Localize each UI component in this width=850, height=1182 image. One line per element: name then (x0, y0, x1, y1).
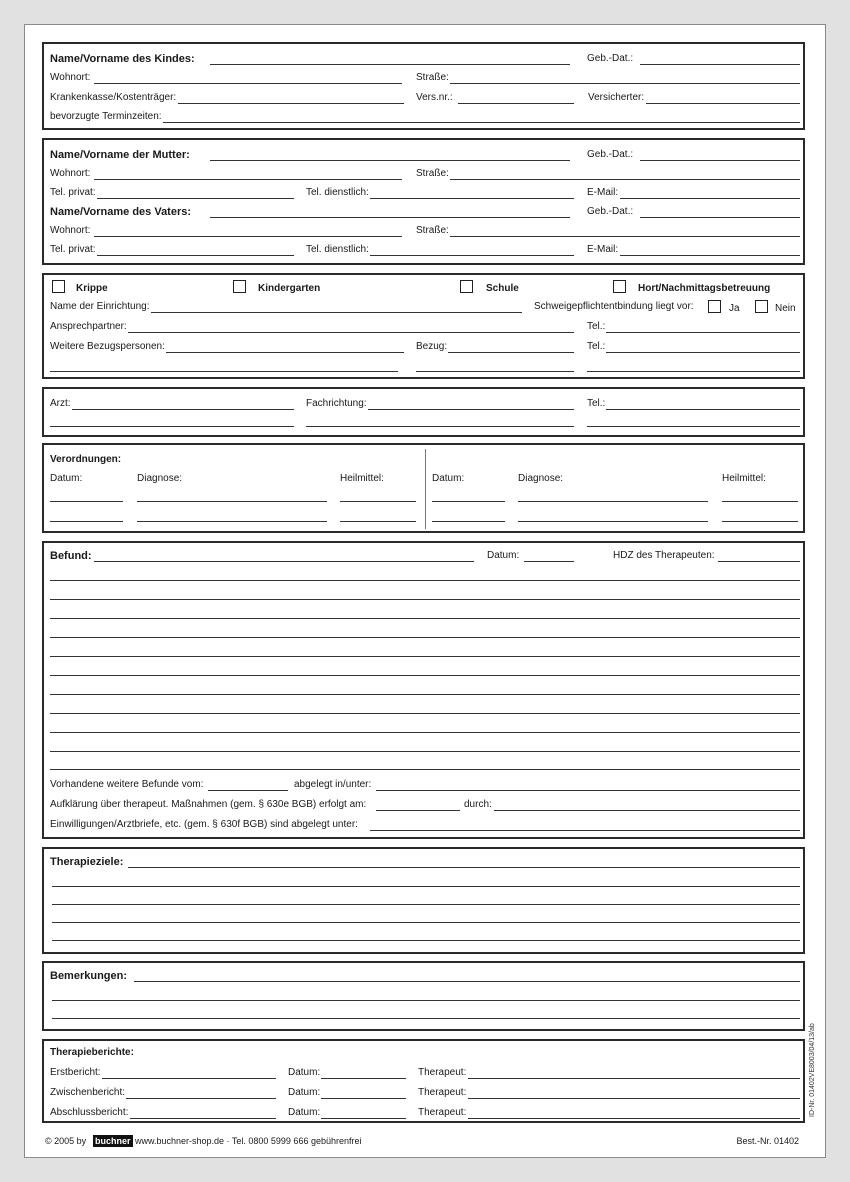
prescriptions-section (42, 443, 805, 533)
mother-name-label: Name/Vorname der Mutter: (50, 149, 190, 161)
confidentiality-yes-label: Ja (729, 303, 740, 314)
findings-line-11[interactable] (50, 769, 800, 770)
first-report-date-label: Datum: (288, 1067, 321, 1078)
mother-street-label: Straße: (416, 168, 449, 179)
goals-line-4[interactable] (52, 940, 800, 941)
krippe-checkbox[interactable] (52, 280, 65, 293)
interim-report-row (50, 1087, 800, 1101)
final-report-date-label: Datum: (288, 1107, 321, 1118)
first-report-line[interactable] (98, 1078, 276, 1079)
goals-title: Therapieziele: (50, 856, 124, 868)
child-insured-line[interactable] (646, 103, 800, 104)
child-birth-line[interactable] (640, 64, 800, 65)
prescriptions-date-line[interactable] (50, 501, 123, 502)
prescriptions-date-line-2[interactable] (432, 501, 505, 502)
father-name-line[interactable] (210, 217, 570, 218)
father-phone-private-label: Tel. privat: (50, 244, 96, 255)
filed-line[interactable] (376, 790, 800, 791)
mother-birth-line[interactable] (640, 160, 800, 161)
mother-phone-private-label: Tel. privat: (50, 187, 96, 198)
other-persons-line[interactable] (166, 352, 404, 353)
goals-line-1[interactable] (52, 886, 800, 887)
mother-residence-label: Wohnort: (50, 168, 91, 179)
relation-line[interactable] (448, 352, 574, 353)
final-report-therapist-line[interactable] (468, 1118, 800, 1119)
child-street-line[interactable] (448, 83, 800, 84)
prescriptions-remedy-label-2: Heilmittel: (722, 473, 766, 484)
final-report-label: Abschlussbericht: (50, 1107, 129, 1118)
doctor-row (50, 398, 800, 412)
mother-name-row (50, 149, 800, 163)
filed-label: abgelegt in/unter: (294, 779, 372, 790)
prescriptions-divider (425, 449, 426, 529)
footer-web-text: www.buchner-shop.de · Tel. 0800 5999 666 gebührenfrei (135, 1136, 362, 1146)
findings-line-8[interactable] (50, 713, 800, 714)
mother-residence-line[interactable] (94, 179, 402, 180)
child-times-label: bevorzugte Terminzeiten: (50, 111, 162, 122)
child-insurance-line[interactable] (178, 103, 404, 104)
information-by-line[interactable] (494, 810, 800, 811)
findings-date-label: Datum: (487, 550, 520, 561)
prescriptions-diagnosis-label-2: Diagnose: (518, 473, 564, 484)
mother-address-row (50, 168, 800, 182)
child-insurance-no-line[interactable] (458, 103, 574, 104)
reports-section (42, 1039, 805, 1123)
other-persons-phone-line[interactable] (606, 352, 800, 353)
final-report-line[interactable] (130, 1118, 276, 1119)
interim-report-date-line[interactable] (320, 1098, 406, 1099)
goals-line[interactable] (128, 867, 800, 868)
institution-name-row (50, 301, 800, 315)
findings-line-6[interactable] (50, 675, 800, 676)
specialty-label: Fachrichtung: (306, 398, 367, 409)
interim-report-date-label: Datum: (288, 1087, 321, 1098)
schule-label: Schule (486, 283, 519, 294)
interim-report-therapist-label: Therapeut: (418, 1087, 467, 1098)
confidentiality-yes-checkbox[interactable] (708, 300, 721, 313)
kindergarten-label: Kindergarten (258, 283, 321, 294)
other-persons-phone-label: Tel.: (587, 341, 606, 352)
prescriptions-date-line-4[interactable] (432, 521, 505, 522)
findings-title-row (50, 550, 800, 564)
father-phone-work-label: Tel. dienstlich: (306, 244, 369, 255)
findings-line-10[interactable] (50, 751, 800, 752)
remarks-section (42, 961, 805, 1031)
father-name-label: Name/Vorname des Vaters: (50, 206, 192, 218)
krippe-label: Krippe (76, 283, 108, 294)
information-date-line[interactable] (376, 810, 460, 811)
information-row (50, 799, 800, 813)
mother-email-line[interactable] (620, 198, 800, 199)
information-by-label: durch: (464, 799, 492, 810)
first-report-row (50, 1067, 800, 1081)
father-residence-label: Wohnort: (50, 225, 91, 236)
mother-phone-row (50, 187, 800, 201)
prescriptions-title: Verordnungen: (50, 454, 122, 465)
order-number: Best.-Nr. 01402 (736, 1136, 799, 1146)
doctor-line-2[interactable] (50, 426, 294, 427)
side-code: ID-Nr. 01402VE8003/04/13/ab (809, 1023, 816, 1117)
father-residence-line[interactable] (94, 236, 402, 237)
prescriptions-remedy-label: Heilmittel: (340, 473, 384, 484)
child-insurance-no-label: Vers.nr.: (416, 92, 453, 103)
child-insurance-label: Krankenkasse/Kostenträger: (50, 92, 177, 103)
confidentiality-no-label: Nein (775, 303, 796, 314)
child-name-line[interactable] (210, 64, 570, 65)
existing-findings-line[interactable] (208, 790, 288, 791)
findings-title: Befund: (50, 550, 92, 562)
specialty-line[interactable] (366, 409, 574, 410)
interim-report-line[interactable] (126, 1098, 276, 1099)
doctor-phone-line-2[interactable] (587, 426, 800, 427)
interim-report-therapist-line[interactable] (468, 1098, 800, 1099)
kindergarten-checkbox[interactable] (233, 280, 246, 293)
remarks-title-row (50, 970, 800, 984)
first-report-therapist-label: Therapeut: (418, 1067, 467, 1078)
hort-checkbox[interactable] (613, 280, 626, 293)
child-insurance-row (50, 92, 800, 106)
confidentiality-label: Schweigepflichtentbindung liegt vor: (534, 301, 694, 312)
father-birth-line[interactable] (640, 217, 800, 218)
prescriptions-remedy-line-3[interactable] (340, 521, 416, 522)
existing-findings-label: Vorhandene weitere Befunde vom: (50, 779, 204, 790)
findings-line[interactable] (94, 561, 474, 562)
signature-line[interactable] (718, 561, 800, 562)
copyright-text: © 2005 by (45, 1136, 87, 1146)
remarks-line-1[interactable] (52, 1000, 800, 1001)
consents-line[interactable] (370, 830, 800, 831)
prescriptions-diagnosis-line-2[interactable] (518, 501, 708, 502)
child-name-label: Name/Vorname des Kindes: (50, 53, 195, 65)
remarks-title: Bemerkungen: (50, 970, 128, 982)
mother-phone-private-line[interactable] (94, 198, 294, 199)
mother-phone-work-label: Tel. dienstlich: (306, 187, 369, 198)
institution-name-label: Name der Einrichtung: (50, 301, 150, 312)
prescriptions-date-line-3[interactable] (50, 521, 123, 522)
prescriptions-diagnosis-line[interactable] (137, 501, 327, 502)
father-birth-label: Geb.-Dat.: (587, 206, 634, 217)
findings-line-9[interactable] (50, 732, 800, 733)
child-section (42, 42, 805, 130)
consents-row (50, 819, 800, 833)
prescriptions-diagnosis-line-4[interactable] (518, 521, 708, 522)
father-street-label: Straße: (416, 225, 449, 236)
prescriptions-date-label-2: Datum: (432, 473, 465, 484)
first-report-label: Erstbericht: (50, 1067, 101, 1078)
prescriptions-date-label: Datum: (50, 473, 83, 484)
other-persons-phone-line-2[interactable] (587, 371, 800, 372)
final-report-row (50, 1107, 800, 1121)
findings-line-5[interactable] (50, 656, 800, 657)
schule-checkbox[interactable] (460, 280, 473, 293)
form-sheet (24, 24, 826, 1158)
institution-name-line[interactable] (150, 312, 522, 313)
child-times-line[interactable] (160, 122, 800, 123)
father-email-label: E-Mail: (587, 244, 619, 255)
child-street-label: Straße: (416, 72, 449, 83)
findings-line-7[interactable] (50, 694, 800, 695)
first-report-therapist-line[interactable] (468, 1078, 800, 1079)
findings-line-2[interactable] (50, 599, 800, 600)
relation-line-2[interactable] (416, 371, 574, 372)
mother-name-line[interactable] (210, 160, 570, 161)
reports-title: Therapieberichte: (50, 1047, 134, 1058)
findings-date-line[interactable] (524, 561, 574, 562)
father-phone-private-line[interactable] (94, 255, 294, 256)
child-name-row (50, 53, 800, 67)
existing-findings-row (50, 779, 800, 793)
information-label: Aufklärung über therapeut. Maßnahmen (gem. § 630e BGB) erfolgt am: (50, 799, 367, 810)
contact-line[interactable] (126, 332, 574, 333)
final-report-date-line[interactable] (320, 1118, 406, 1119)
doctor-phone-label: Tel.: (587, 398, 606, 409)
footer (45, 1134, 799, 1148)
specialty-line-2[interactable] (306, 426, 574, 427)
signature-label: HDZ des Therapeuten: (613, 550, 715, 561)
findings-line-3[interactable] (50, 618, 800, 619)
father-phone-row (50, 244, 800, 258)
father-address-row (50, 225, 800, 239)
remarks-line[interactable] (134, 981, 800, 982)
father-phone-work-line[interactable] (368, 255, 574, 256)
interim-report-label: Zwischenbericht: (50, 1087, 126, 1098)
contact-phone-label: Tel.: (587, 321, 606, 332)
findings-line-1[interactable] (50, 580, 800, 581)
institution-section (42, 273, 805, 379)
child-residence-label: Wohnort: (50, 72, 91, 83)
goals-line-3[interactable] (52, 922, 800, 923)
contact-phone-line[interactable] (606, 332, 800, 333)
father-street-line[interactable] (448, 236, 800, 237)
brand-logo: buchner (95, 1136, 131, 1146)
child-residence-line[interactable] (94, 83, 402, 84)
doctor-section (42, 387, 805, 437)
father-email-line[interactable] (620, 255, 800, 256)
prescriptions-remedy-line-2[interactable] (722, 501, 798, 502)
consents-label: Einwilligungen/Arztbriefe, etc. (gem. § 630f BGB) sind abgelegt unter: (50, 819, 358, 830)
mother-email-label: E-Mail: (587, 187, 619, 198)
final-report-therapist-label: Therapeut: (418, 1107, 467, 1118)
prescriptions-remedy-line[interactable] (340, 501, 416, 502)
mother-street-line[interactable] (448, 179, 800, 180)
mother-phone-work-line[interactable] (368, 198, 574, 199)
doctor-phone-line[interactable] (606, 409, 800, 410)
goals-line-2[interactable] (52, 904, 800, 905)
remarks-line-2[interactable] (52, 1018, 800, 1019)
goals-section (42, 847, 805, 954)
findings-line-4[interactable] (50, 637, 800, 638)
relation-label: Bezug: (416, 341, 448, 352)
other-persons-label: Weitere Bezugspersonen: (50, 341, 165, 352)
child-address-row (50, 72, 800, 86)
child-times-row (50, 111, 800, 125)
goals-title-row (50, 856, 800, 870)
father-name-row (50, 206, 800, 220)
confidentiality-no-checkbox[interactable] (755, 300, 768, 313)
child-birth-label: Geb.-Dat.: (587, 53, 634, 64)
parents-section (42, 138, 805, 265)
other-persons-row (50, 341, 800, 355)
prescriptions-diagnosis-label: Diagnose: (137, 473, 183, 484)
contact-label: Ansprechpartner: (50, 321, 127, 332)
prescriptions-remedy-line-4[interactable] (722, 521, 798, 522)
findings-section (42, 541, 805, 839)
doctor-label: Arzt: (50, 398, 71, 409)
hort-label: Hort/Nachmittagsbetreuung (638, 283, 771, 294)
prescriptions-diagnosis-line-3[interactable] (137, 521, 327, 522)
contact-row (50, 321, 800, 335)
mother-birth-label: Geb.-Dat.: (587, 149, 634, 160)
first-report-date-line[interactable] (320, 1078, 406, 1079)
doctor-line[interactable] (72, 409, 294, 410)
other-persons-line-2[interactable] (50, 371, 398, 372)
child-insured-label: Versicherter: (588, 92, 645, 103)
